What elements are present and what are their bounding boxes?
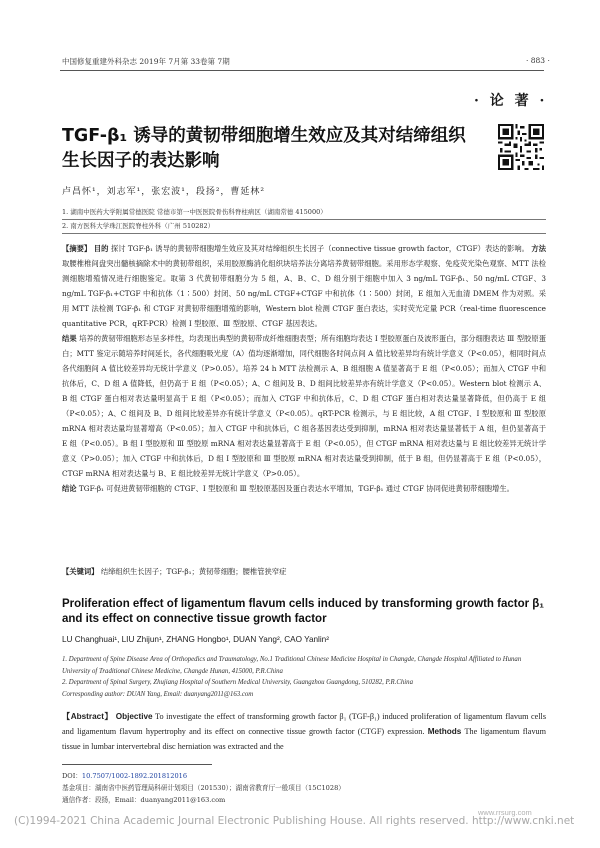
doi-line	[62, 770, 187, 780]
keywords-text-cn: 结缔组织生长因子；TGF-β₁；黄韧带细胞；腰椎管狭窄症	[100, 567, 287, 576]
authors-cn: 卢昌怀¹，刘志军¹，张宏波¹，段扬²，曹延林²	[62, 187, 266, 197]
abstract-en	[62, 709, 546, 754]
methods-text-en: The ligamentum flavum tissue in lumbar intervertebral disc herniation was extracted and the	[62, 727, 546, 751]
article-title-cn: TGF-β₁ 诱导的黄韧带细胞增生效应及其对结缔组织生长因子的表达影响	[62, 126, 466, 171]
affiliation-en-2: 2. Department of Spinal Surgery, Zhujiang Hospital of Southern Medical University, Guangzhou Guangdong, 510282, P.R.China	[62, 679, 413, 686]
methods-label-en: Methods	[427, 727, 462, 736]
header-divider	[60, 70, 544, 71]
page-number: · 883 ·	[526, 56, 550, 65]
abstract-label-cn: 【摘要】	[62, 244, 92, 253]
section-label: · 论 著 ·	[474, 93, 548, 109]
affiliation-divider-2	[62, 233, 546, 234]
qr-code-icon	[498, 124, 544, 170]
objective-label-cn: 目的	[93, 244, 109, 253]
copyright-line: (C)1994-2021 China Academic Journal Electronic Publishing House. All rights reserved. http://www.cnki.net	[14, 815, 575, 827]
article-title-en: Proliferation effect of ligamentum flavum cells induced by transforming growth factor β₁ and its effect on connective tissue growth factor	[62, 598, 545, 625]
objective-text-cn: 探讨 TGF-β₁ 诱导的黄韧带细胞增生效应及其对结缔组织生长因子（connective tissue growth factor，CTGF）表达的影响。	[110, 244, 530, 253]
affiliation-divider-1	[62, 219, 546, 220]
results-label-cn: 结果	[62, 334, 77, 343]
methods-label-cn: 方法	[531, 244, 547, 253]
corresponding-author-en: Corresponding author: DUAN Yang, Email: duanyang2011@163.com	[62, 691, 254, 698]
affiliation-cn-2: 2. 南方医科大学珠江医院脊柱外科（广州 510282）	[62, 222, 215, 230]
site-watermark: www.rrsurg.com	[478, 808, 532, 817]
objective-label-en: Objective	[115, 712, 153, 721]
corresponding-note: 通信作者：段扬，Email：duanyang2011@163.com	[62, 796, 226, 804]
authors-en: LU Changhuai¹, LIU Zhijun¹, ZHANG Hongbo¹, DUAN Yang², CAO Yanlin²	[62, 635, 329, 644]
affiliation-cn-1: 1. 湖南中医药大学附属常德医院 常德市第一中医医院骨伤科脊柱病区（湖南常德 415000）	[62, 208, 327, 216]
methods-text-cn: 取腰椎椎间盘突出髓核摘除术中的黄韧带组织，采用胶原酶消化组织块培养法分离培养黄韧带细胞。采用形态学观察、免疫荧光染色观察、MTT 法检测细胞增殖情况进行细胞鉴定。取第 3 代黄韧带细胞分为 5 组，A、B、C、D 组分别于细胞中加入 3 ng/mL TGF-β₁、50 ng/mL CTGF、3 ng/mL TGF-β₁+CTGF 中和抗体（1∶500）封闭、50 ng/mL CTGF+CTGF 中和抗体（1∶500）封闭，E 组加入无血清 DMEM 作为对照。采用 MTT 法检测 TGF-β₁ 和 CTGF 对黄韧带细胞增殖的影响，Western blot 检测 CTGF 蛋白表达，实时荧光定量 PCR（real-time fluorescence quantitative PCR，qRT-PCR）检测 Ⅰ 型胶原、Ⅲ 型胶原、CTGF 基因表达。	[62, 259, 546, 328]
doi-link[interactable]: 10.7507/1002-1892.201812016	[81, 772, 188, 780]
footnote-divider	[62, 764, 212, 765]
objective-text-en: To investigate the effect of transforming growth factor β₁ (TGF-β₁) induced proliferation of ligamentum flavum cells and ligamentum flavum hypertrophy and its effect on connective tissue growth factor (CTGF) expression.	[62, 712, 547, 736]
affiliation-en-1: 1. Department of Spine Disease Area of Orthopedics and Traumatology, No.1 Traditional Chinese Medicine Hospital in Changde, Changde Hospital Affiliated to Hunan University of Traditional Chinese Medicine, Changde Hunan, 415000, P.R.China	[62, 656, 522, 675]
journal-header: 中国修复重建外科杂志 2019年 7月第 33卷第 7期	[62, 57, 230, 66]
doi-label: DOI：	[62, 772, 82, 780]
conclusion-label-cn: 结论	[62, 484, 77, 493]
abstract-cn	[62, 241, 546, 496]
results-text-cn: 培养的黄韧带细胞形态呈多样性，均表现出典型的黄韧带成纤维细胞表型；所有细胞均表达 Ⅰ 型胶原蛋白及波形蛋白，部分细胞表达 Ⅲ 型胶原蛋白；MTT 鉴定示随培养时间延长，各代细胞吸光度（A）值均逐渐增加，同代细胞各时间点间 A 值比较差异均有统计学意义（P<0.05），相同时间点各代细胞间 A 值比较差异均无统计学意义（P>0.05）。培养 24 h MTT 法检测示 A、B 组细胞 A 值显著高于 E 组（P<0.05）；而加入 CTGF 中和抗体后，C、D 组 A 值降低，但仍高于 E 组（P<0.05）；A、C 组间及 B、D 组间比较差异亦有统计学意义（P<0.05）。Western blot 检测示 A、B 组 CTGF 蛋白相对表达量明显高于 E 组（P<0.05）；而加入 CTGF 中和抗体后，C、D 组 CTGF 蛋白相对表达量显著降低，但仍高于 E 组（P<0.05）；A、C 组间及 B、D 组间比较差异亦有统计学意义（P<0.05）。qRT-PCR 检测示，与 E 组比较，A 组 CTGF、Ⅰ 型胶原和 Ⅲ 型胶原 mRNA 相对表达量均显著增高（P<0.05）；加入 CTGF 中和抗体后，C 组各基因表达受到抑制，mRNA 相对表达量显著低于 A 组，但仍显著高于 E 组（P<0.05）。B 组 Ⅰ 型胶原和 Ⅲ 型胶原 mRNA 相对表达量显著高于 E 组（P<0.05），但 CTGF mRNA 相对表达量与 E 组比较差异无统计学意义（P>0.05）；加入 CTGF 中和抗体后，D 组 Ⅰ 型胶原和 Ⅲ 型胶原 mRNA 相对表达量受到抑制，低于 B 组，但仍显著高于 E 组（P<0.05），CTGF mRNA 相对表达量与 B、E 组比较差异无统计学意义（P>0.05）。	[62, 334, 547, 478]
conclusion-text-cn: TGF-β₁ 可促进黄韧带细胞的 CTGF、Ⅰ 型胶原和 Ⅲ 型胶原基因及蛋白表达水平增加，TGF-β₁ 通过 CTGF 协同促进黄韧带细胞增生。	[78, 484, 514, 493]
abstract-label-en: 【Abstract】	[62, 712, 114, 721]
keywords-cn	[62, 567, 286, 577]
funding-note: 基金项目：湖南省中医药管理局科研计划项目（201530）；湖南省教育厅一般项目（15C1028）	[62, 784, 345, 792]
keywords-label-cn: 【关键词】	[62, 567, 99, 576]
